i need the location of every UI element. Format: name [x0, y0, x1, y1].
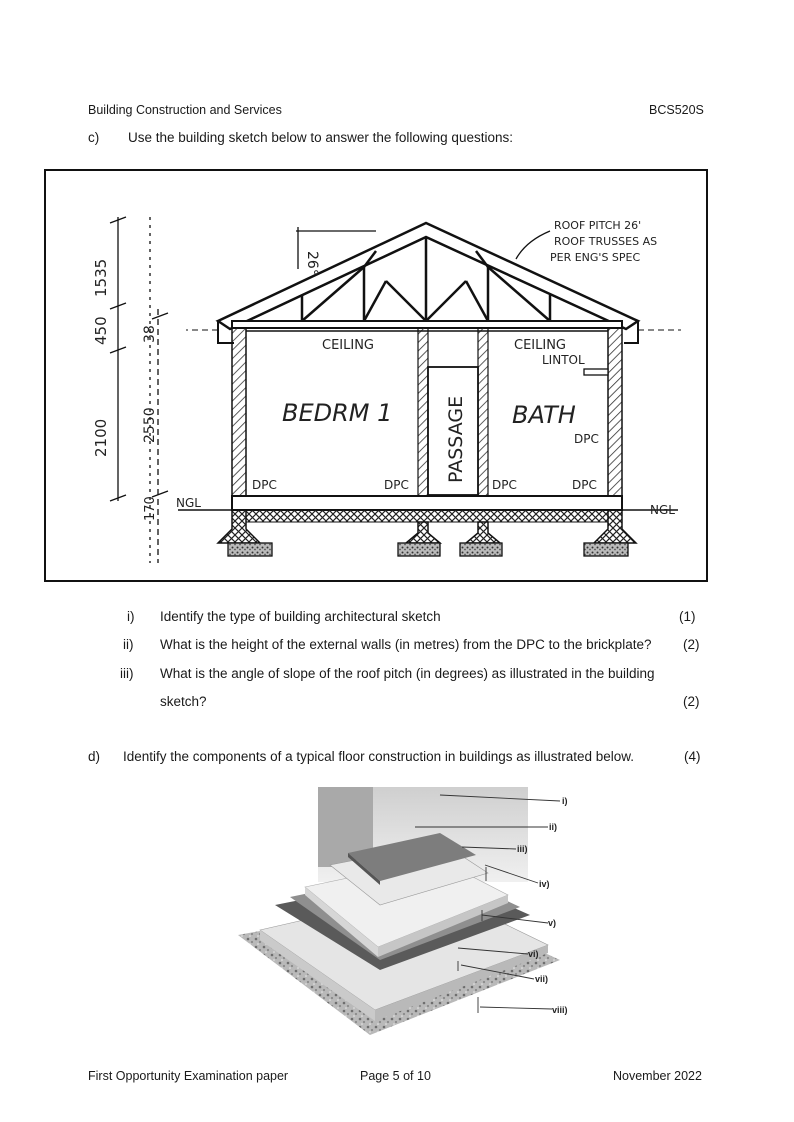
building-section-sketch: [44, 169, 708, 582]
dim-1535: 1535: [92, 258, 110, 297]
question-d-number: d): [88, 749, 101, 764]
ngl-label-right: NGL: [650, 503, 675, 517]
footer-date: November 2022: [613, 1069, 702, 1083]
subq-i-number: i): [127, 609, 135, 624]
dpc-label-bath-wall: DPC: [574, 432, 599, 446]
dimension-lines: [110, 217, 168, 563]
dim-450: 450: [92, 316, 110, 345]
roof-angle-label: 26°: [304, 251, 320, 276]
ceiling-label-left: CEILING: [322, 338, 374, 353]
subq-iii-text: What is the angle of slope of the roof pitch (in degrees) as illustrated in the building: [160, 666, 655, 681]
floor-label-ii: ii): [549, 822, 557, 832]
question-d-marks: (4): [684, 749, 701, 764]
subq-i-text: Identify the type of building architectural sketch: [160, 609, 441, 624]
subq-ii-marks: (2): [683, 637, 700, 652]
question-d-text: Identify the components of a typical floor construction in buildings as illustrated below.: [123, 749, 635, 764]
dim-170: 170: [143, 496, 158, 521]
roof-note-pitch: ROOF PITCH 26': [554, 219, 642, 232]
question-c-text: Use the building sketch below to answer the following questions:: [128, 130, 513, 145]
floor-construction-figure: [230, 785, 580, 1047]
dpc-label-left: DPC: [252, 478, 277, 492]
roof-note-trusses: ROOF TRUSSES AS: [554, 235, 658, 248]
ngl-label-left: NGL: [176, 496, 201, 510]
bedroom-label: BEDRM 1: [282, 399, 393, 427]
floor-label-v: v): [548, 918, 557, 928]
floor-label-vi: vi): [528, 949, 539, 959]
subq-ii-number: ii): [123, 637, 134, 652]
dpc-label-center: DPC: [384, 478, 409, 492]
bath-label: BATH: [512, 401, 576, 429]
roof-note-spec: PER ENG'S SPEC: [550, 251, 641, 264]
subq-iii-number: iii): [120, 666, 134, 681]
subq-i-marks: (1): [679, 609, 696, 624]
dim-2100: 2100: [92, 418, 110, 457]
right-wall: [608, 328, 622, 510]
subq-iii-marks: (2): [683, 694, 700, 709]
footer-page-number: Page 5 of 10: [360, 1069, 431, 1083]
left-wall: [232, 328, 246, 510]
subq-ii-text: What is the height of the external walls (in metres) from the DPC to the brickplate?: [160, 637, 652, 652]
dpc-label-right: DPC: [572, 478, 597, 492]
dim-2550: 2550: [142, 407, 158, 443]
ceiling-label-right: CEILING: [514, 338, 566, 353]
floor-label-vii: vii): [535, 974, 549, 984]
lintol-label: LINTOL: [542, 353, 585, 367]
floor-label-viii: viii): [552, 1005, 568, 1015]
header-title: Building Construction and Services: [88, 103, 282, 117]
footer-exam-name: First Opportunity Examination paper: [88, 1069, 289, 1083]
floor-label-iv: iv): [539, 879, 550, 889]
floor-label-i: i): [562, 796, 568, 806]
dpc-label-passage: DPC: [492, 478, 517, 492]
dim-38: 38: [142, 325, 158, 343]
passage-label: PASSAGE: [445, 395, 467, 483]
floor-slab: [232, 496, 622, 510]
question-c-number: c): [88, 130, 100, 145]
subq-iii-text-cont: sketch?: [160, 694, 207, 709]
floor-label-iii: iii): [517, 844, 528, 854]
header-code: BCS520S: [649, 103, 704, 117]
